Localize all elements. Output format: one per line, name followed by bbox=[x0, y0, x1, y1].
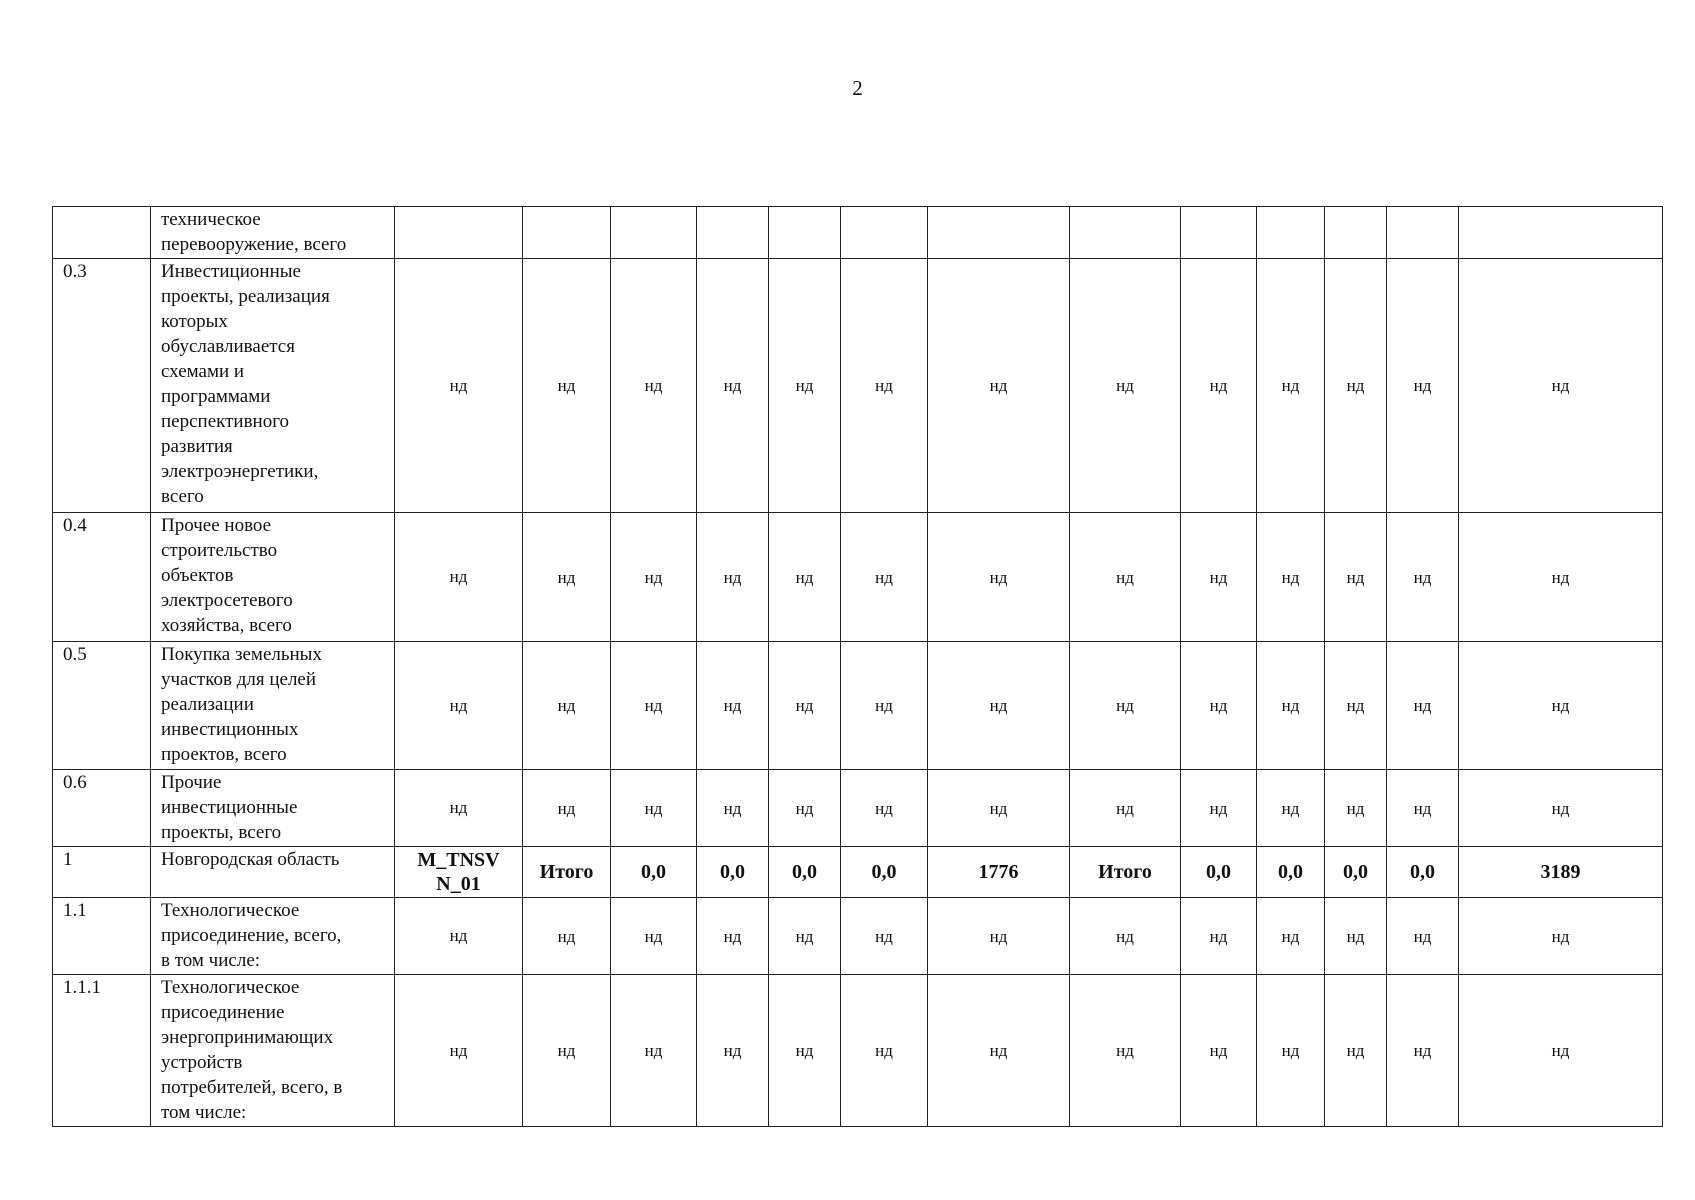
value-cell: нд bbox=[1325, 898, 1387, 975]
row-number: 0.5 bbox=[53, 642, 151, 770]
value-cell bbox=[928, 207, 1070, 259]
page-number: 2 bbox=[852, 76, 863, 100]
value-cell: нд bbox=[1181, 975, 1257, 1127]
value-cell bbox=[1181, 207, 1257, 259]
value-cell: нд bbox=[395, 642, 523, 770]
value-cell: нд bbox=[1459, 642, 1663, 770]
value-cell: нд bbox=[523, 770, 611, 847]
value-cell: нд bbox=[697, 513, 769, 642]
value-cell: нд bbox=[928, 770, 1070, 847]
value-cell: нд bbox=[611, 513, 697, 642]
value-cell: нд bbox=[1181, 513, 1257, 642]
value-cell: нд bbox=[841, 975, 928, 1127]
row-number: 0.6 bbox=[53, 770, 151, 847]
value-cell: нд bbox=[395, 898, 523, 975]
row-name: Технологическое присоединение, всего, в том числе: bbox=[151, 898, 395, 975]
value-cell: 0,0 bbox=[611, 847, 697, 898]
value-cell: нд bbox=[697, 259, 769, 513]
value-cell: нд bbox=[1387, 975, 1459, 1127]
value-cell: нд bbox=[841, 513, 928, 642]
value-cell: Итого bbox=[1070, 847, 1181, 898]
table-row bbox=[53, 847, 1663, 898]
value-cell: M_TNSV N_01 bbox=[395, 847, 523, 898]
value-cell: нд bbox=[523, 642, 611, 770]
row-number: 0.4 bbox=[53, 513, 151, 642]
value-cell bbox=[611, 207, 697, 259]
value-cell: нд bbox=[1459, 259, 1663, 513]
value-cell: нд bbox=[1387, 898, 1459, 975]
row-number: 1.1.1 bbox=[53, 975, 151, 1127]
investment-table bbox=[52, 206, 1663, 1127]
value-cell: нд bbox=[697, 642, 769, 770]
value-cell: нд bbox=[1181, 770, 1257, 847]
value-cell bbox=[841, 207, 928, 259]
value-cell: нд bbox=[1070, 642, 1181, 770]
value-cell: нд bbox=[1325, 259, 1387, 513]
row-number bbox=[53, 207, 151, 259]
value-cell: нд bbox=[1325, 770, 1387, 847]
value-cell bbox=[697, 207, 769, 259]
value-cell: нд bbox=[928, 259, 1070, 513]
row-name: Технологическое присоединение энергопринимающих устройств потребителей, всего, в том числе: bbox=[151, 975, 395, 1127]
table-body bbox=[53, 207, 1663, 1127]
value-cell: нд bbox=[523, 975, 611, 1127]
value-cell: 0,0 bbox=[1257, 847, 1325, 898]
value-cell bbox=[395, 207, 523, 259]
value-cell: нд bbox=[611, 259, 697, 513]
value-cell: нд bbox=[697, 975, 769, 1127]
value-cell bbox=[1459, 207, 1663, 259]
value-cell: нд bbox=[1459, 975, 1663, 1127]
value-cell: нд bbox=[769, 642, 841, 770]
row-name: Новгородская область bbox=[151, 847, 395, 898]
value-cell: нд bbox=[769, 898, 841, 975]
value-cell: нд bbox=[841, 770, 928, 847]
value-cell bbox=[523, 207, 611, 259]
value-cell: нд bbox=[1181, 259, 1257, 513]
value-cell: нд bbox=[1257, 642, 1325, 770]
value-cell: нд bbox=[1325, 975, 1387, 1127]
value-cell: нд bbox=[1387, 259, 1459, 513]
value-cell: нд bbox=[928, 898, 1070, 975]
value-cell bbox=[1325, 207, 1387, 259]
value-cell: нд bbox=[928, 513, 1070, 642]
value-cell: нд bbox=[1070, 975, 1181, 1127]
value-cell bbox=[769, 207, 841, 259]
value-cell: нд bbox=[1325, 642, 1387, 770]
value-cell: нд bbox=[1070, 898, 1181, 975]
value-cell: нд bbox=[1387, 770, 1459, 847]
value-cell: нд bbox=[1257, 770, 1325, 847]
value-cell: нд bbox=[841, 259, 928, 513]
table-row bbox=[53, 770, 1663, 847]
value-cell: нд bbox=[611, 975, 697, 1127]
value-cell: нд bbox=[1257, 975, 1325, 1127]
value-cell: нд bbox=[523, 898, 611, 975]
table-row bbox=[53, 513, 1663, 642]
value-cell: нд bbox=[769, 975, 841, 1127]
value-cell: нд bbox=[697, 770, 769, 847]
value-cell: нд bbox=[395, 975, 523, 1127]
value-cell: нд bbox=[928, 642, 1070, 770]
value-cell: нд bbox=[611, 642, 697, 770]
value-cell: 0,0 bbox=[769, 847, 841, 898]
table-row bbox=[53, 898, 1663, 975]
value-cell: нд bbox=[1070, 513, 1181, 642]
value-cell: нд bbox=[1459, 770, 1663, 847]
row-name: техническое перевооружение, всего bbox=[151, 207, 395, 259]
value-cell: нд bbox=[1459, 898, 1663, 975]
value-cell: нд bbox=[1459, 513, 1663, 642]
row-number: 0.3 bbox=[53, 259, 151, 513]
value-cell: нд bbox=[1387, 513, 1459, 642]
value-cell: нд bbox=[1257, 259, 1325, 513]
row-number: 1 bbox=[53, 847, 151, 898]
value-cell: нд bbox=[523, 259, 611, 513]
value-cell: нд bbox=[395, 770, 523, 847]
value-cell: нд bbox=[1070, 770, 1181, 847]
row-name: Покупка земельных участков для целей реализации инвестиционных проектов, всего bbox=[151, 642, 395, 770]
value-cell: нд bbox=[928, 975, 1070, 1127]
value-cell: нд bbox=[1070, 259, 1181, 513]
value-cell: нд bbox=[1387, 642, 1459, 770]
value-cell bbox=[1257, 207, 1325, 259]
value-cell: Итого bbox=[523, 847, 611, 898]
value-cell: 0,0 bbox=[841, 847, 928, 898]
row-number: 1.1 bbox=[53, 898, 151, 975]
table-row bbox=[53, 259, 1663, 513]
table-row bbox=[53, 207, 1663, 259]
value-cell: нд bbox=[395, 259, 523, 513]
value-cell bbox=[1387, 207, 1459, 259]
value-cell: 3189 bbox=[1459, 847, 1663, 898]
value-cell: 0,0 bbox=[1387, 847, 1459, 898]
value-cell: нд bbox=[1181, 898, 1257, 975]
value-cell: 0,0 bbox=[1325, 847, 1387, 898]
value-cell: нд bbox=[395, 513, 523, 642]
value-cell: нд bbox=[611, 770, 697, 847]
value-cell: нд bbox=[841, 642, 928, 770]
value-cell: нд bbox=[769, 513, 841, 642]
value-cell: нд bbox=[1325, 513, 1387, 642]
value-cell: нд bbox=[611, 898, 697, 975]
value-cell bbox=[1070, 207, 1181, 259]
value-cell: 1776 bbox=[928, 847, 1070, 898]
value-cell: нд bbox=[1181, 642, 1257, 770]
table-row bbox=[53, 642, 1663, 770]
value-cell: нд bbox=[1257, 513, 1325, 642]
value-cell: нд bbox=[1257, 898, 1325, 975]
value-cell: нд bbox=[769, 259, 841, 513]
row-name: Прочее новое строительство объектов электросетевого хозяйства, всего bbox=[151, 513, 395, 642]
table-row bbox=[53, 975, 1663, 1127]
row-name: Прочие инвестиционные проекты, всего bbox=[151, 770, 395, 847]
value-cell: нд bbox=[697, 898, 769, 975]
value-cell: нд bbox=[841, 898, 928, 975]
value-cell: 0,0 bbox=[1181, 847, 1257, 898]
value-cell: 0,0 bbox=[697, 847, 769, 898]
value-cell: нд bbox=[523, 513, 611, 642]
row-name: Инвестиционные проекты, реализация которых обуславливается схемами и программами перспективного развития электроэнергетики, всего bbox=[151, 259, 395, 513]
value-cell: нд bbox=[769, 770, 841, 847]
